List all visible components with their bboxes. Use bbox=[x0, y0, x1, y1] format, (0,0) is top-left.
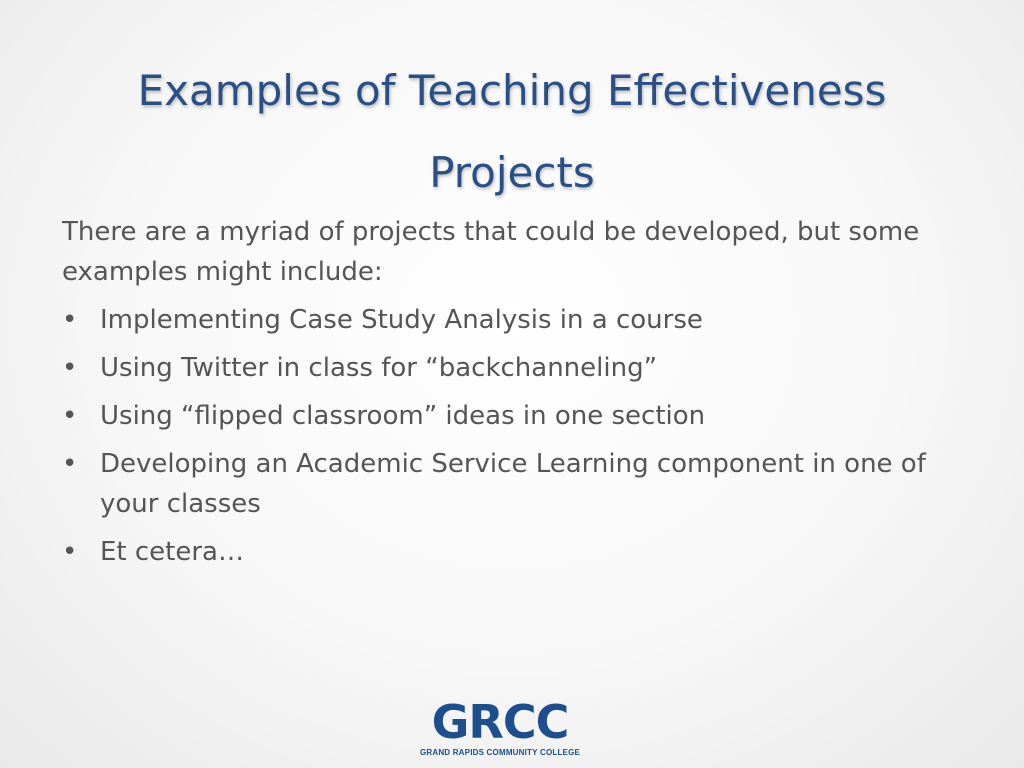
list-item bbox=[62, 532, 962, 572]
bullet-icon: • bbox=[62, 401, 78, 431]
list-item bbox=[62, 300, 962, 340]
intro-text: There are a myriad of projects that could be developed, but some examples might include: bbox=[62, 217, 920, 287]
grcc-logo bbox=[410, 696, 590, 758]
list-item bbox=[62, 396, 962, 436]
logo-subtitle: GRAND RAPIDS COMMUNITY COLLEGE bbox=[419, 748, 581, 757]
list-item-text: Et cetera… bbox=[100, 537, 244, 567]
list-item-text: Developing an Academic Service Learning component in one of your classes bbox=[100, 449, 926, 519]
list-item bbox=[62, 348, 962, 388]
bullet-icon: • bbox=[62, 537, 78, 567]
slide-body bbox=[62, 212, 962, 580]
list-item-text: Using “flipped classroom” ideas in one section bbox=[100, 401, 706, 431]
list-item-text: Using Twitter in class for “backchanneling” bbox=[100, 353, 658, 383]
bullet-list bbox=[62, 300, 962, 572]
bullet-icon: • bbox=[62, 305, 78, 335]
bullet-icon: • bbox=[62, 353, 78, 383]
list-item-text: Implementing Case Study Analysis in a course bbox=[100, 305, 703, 335]
list-item bbox=[62, 444, 962, 524]
slide-title: Examples of Teaching Effectiveness Projects bbox=[137, 66, 887, 197]
logo-mark: GRCC bbox=[431, 695, 569, 749]
bullet-icon: • bbox=[62, 449, 78, 479]
